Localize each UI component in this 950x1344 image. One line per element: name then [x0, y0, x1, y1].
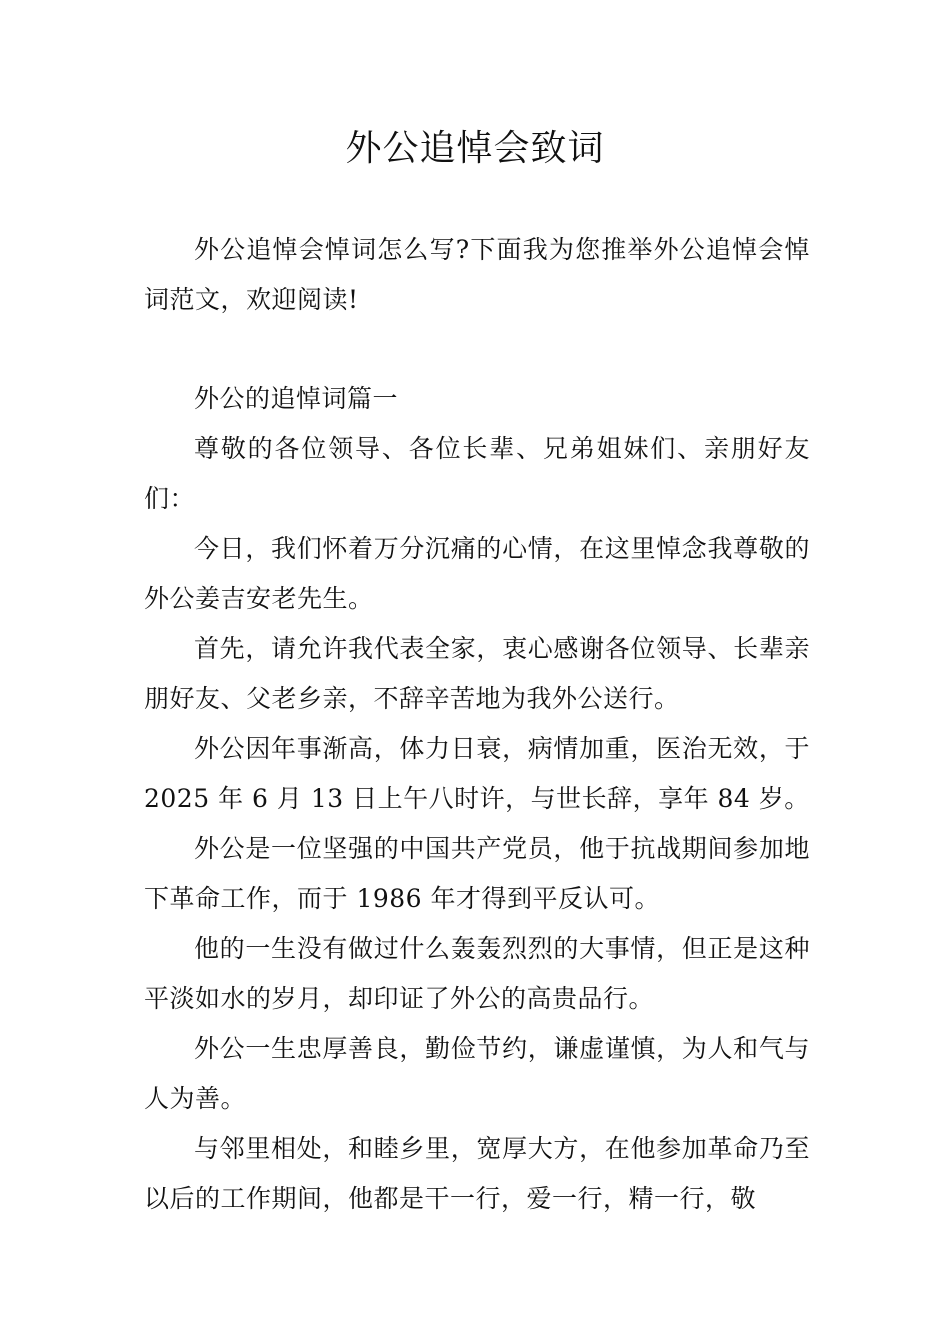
- paragraph: 外公是一位坚强的中国共产党员，他于抗战期间参加地下革命工作，而于 1986 年才得到平反认可。: [144, 834, 810, 913]
- intro-paragraph: 外公追悼会悼词怎么写?下面我为您推举外公追悼会悼词范文，欢迎阅读!: [144, 235, 810, 314]
- paragraph-greeting: 尊敬的各位领导、各位长辈、兄弟姐妹们、亲朋好友们：: [144, 434, 810, 513]
- paragraph: 外公因年事渐高，体力日衰，病情加重，医治无效，于 2025 年 6 月 13 日上午八时许，与世长辞，享年 84 岁。: [144, 734, 810, 813]
- paragraph: 他的一生没有做过什么轰轰烈烈的大事情，但正是这种平淡如水的岁月，却印证了外公的高贵品行。: [144, 934, 810, 1013]
- paragraph: 今日，我们怀着万分沉痛的心情，在这里悼念我尊敬的外公姜吉安老先生。: [144, 534, 810, 613]
- paragraph: 首先，请允许我代表全家，衷心感谢各位领导、长辈亲朋好友、父老乡亲，不辞辛苦地为我外公送行。: [144, 634, 810, 713]
- section-heading-block: [144, 374, 810, 424]
- section-heading: 外公的追悼词篇一: [194, 384, 399, 413]
- eulogy-body: [144, 424, 810, 1224]
- paragraph: 外公一生忠厚善良，勤俭节约，谦虚谨慎，为人和气与人为善。: [144, 1034, 810, 1113]
- paragraph: 与邻里相处，和睦乡里，宽厚大方，在他参加革命乃至以后的工作期间，他都是干一行，爱一行，精一行，敬: [144, 1134, 810, 1213]
- document-title: 外公追悼会致词: [345, 128, 605, 169]
- intro-block: [144, 225, 810, 325]
